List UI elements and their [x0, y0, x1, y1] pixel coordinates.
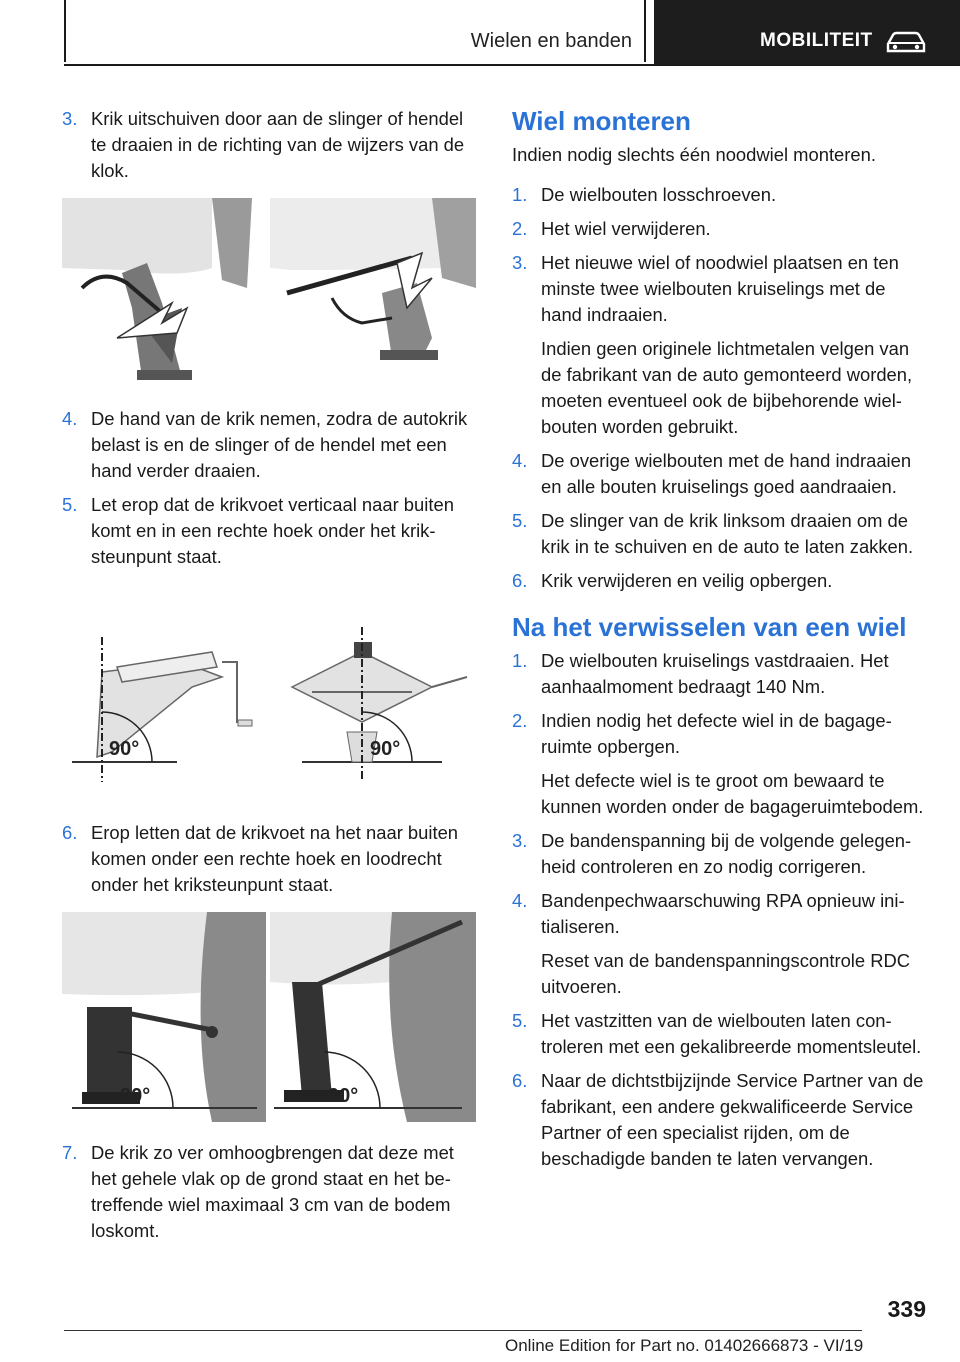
step-text: Krik uitschuiven door aan de slinger of hendel te draaien in de richting van de wijzers van de klok.	[91, 108, 465, 181]
right-column	[512, 106, 930, 1180]
step-text: Het wiel verwijderen.	[541, 218, 711, 239]
step-item	[62, 820, 480, 898]
step-text: De krik zo ver omhoogbrengen dat deze met het gehele vlak op de grond staat en het betreffende wiel maximaal 3 cm van de bodem loskomt.	[91, 1142, 454, 1241]
angle-label: 90°	[109, 738, 140, 760]
step-item	[62, 406, 480, 484]
step-number: 4.	[62, 408, 78, 429]
step-number: 1.	[512, 650, 528, 671]
step-item	[512, 216, 930, 242]
step-text: De wielbouten kruiselings vastdraaien. Het aanhaalmoment bedraagt 140 Nm.	[541, 650, 889, 697]
angle-label: 90°	[328, 1085, 359, 1107]
step-item	[512, 250, 930, 328]
step-number: 3.	[62, 108, 78, 129]
jack-right-angle-diagram	[62, 622, 476, 802]
step-number: 5.	[512, 1010, 528, 1031]
step-number: 6.	[512, 570, 528, 591]
step-text: De bandenspanning bij de volgende gelegenheid controleren en zo nodig corrigeren.	[541, 830, 912, 877]
heading-na-verwisselen: Na het verwisselen van een wiel	[512, 612, 907, 642]
left-column	[62, 106, 480, 1252]
jack-under-car-illustration	[62, 912, 476, 1122]
step-number: 3.	[512, 252, 528, 273]
step-number: 1.	[512, 184, 528, 205]
step-item	[512, 448, 930, 500]
step-text: Let erop dat de krikvoet verticaal naar buiten komt en in een rechte hoek onder het kriksteunpunt staat.	[91, 494, 454, 567]
step-number: 5.	[62, 494, 78, 515]
header-chapter-title: MOBILITEIT	[760, 30, 873, 51]
step-text: De overige wielbouten met de hand indraaien en alle bouten kruiselings goed aandraaien.	[541, 450, 912, 497]
step-item	[512, 568, 930, 594]
step-number: 6.	[62, 822, 78, 843]
footer-edition: Online Edition for Part no. 01402666873 - VI/19	[505, 1336, 864, 1355]
step-number: 6.	[512, 1070, 528, 1091]
step-text: Het nieuwe wiel of noodwiel plaatsen en ten minste twee wielbouten kruiselings met de hand indraaien.	[541, 252, 899, 325]
step-item	[512, 648, 930, 700]
step-item	[62, 1140, 480, 1244]
angle-label: 90°	[370, 738, 401, 760]
step-item	[512, 1008, 930, 1060]
page-number: 339	[887, 1296, 926, 1322]
step-number: 7.	[62, 1142, 78, 1163]
jack-extension-illustration	[62, 198, 476, 388]
step-text: Erop letten dat de krikvoet na het naar buiten komen onder een rechte hoek en loodrecht onder het kriksteunpunt staat.	[91, 822, 459, 895]
step-text: Naar de dichtstbijzijnde Service Partner van de fabrikant, een andere gekwalificeerde Service Partner of een specialist rijden, om de beschadigde banden te laten vervangen.	[541, 1070, 924, 1169]
header-section-title: Wielen en banden	[470, 30, 632, 52]
heading-wiel-monteren: Wiel monteren	[512, 106, 691, 136]
footer-rule	[64, 1330, 862, 1331]
step-text: Bandenpechwaarschuwing RPA opnieuw initialiseren.	[541, 890, 905, 937]
step-item	[62, 492, 480, 570]
step-note: Indien geen originele lichtmetalen velgen van de fabrikant van de auto gemonteerd worden, moeten eventueel ook de bijbehorende wielbouten worden gebruikt.	[541, 338, 913, 437]
step-item	[512, 888, 930, 940]
step-item	[512, 182, 930, 208]
header-section-box	[64, 0, 646, 62]
angle-label: 90°	[120, 1085, 151, 1107]
header-rule	[64, 64, 960, 66]
step-number: 2.	[512, 710, 528, 731]
step-item	[512, 508, 930, 560]
step-item	[512, 708, 930, 760]
header-chapter-box	[654, 0, 960, 64]
step-number: 3.	[512, 830, 528, 851]
step-item	[512, 1068, 930, 1172]
step-number: 2.	[512, 218, 528, 239]
step-text: Krik verwijderen en veilig opbergen.	[541, 570, 833, 591]
step-item	[62, 106, 480, 184]
car-icon	[884, 30, 928, 54]
step-number: 5.	[512, 510, 528, 531]
step-text: De hand van de krik nemen, zodra de autokrik belast is en de slinger of de hendel met een hand verder draaien.	[91, 408, 468, 481]
step-text: Indien nodig het defecte wiel in de bagageruimte opbergen.	[541, 710, 892, 757]
intro-text: Indien nodig slechts één noodwiel monteren.	[512, 144, 876, 165]
step-item	[512, 828, 930, 880]
step-text: De wielbouten losschroeven.	[541, 184, 777, 205]
step-number: 4.	[512, 890, 528, 911]
step-note: Het defecte wiel is te groot om bewaard te kunnen worden onder de bagageruimtebodem.	[541, 770, 924, 817]
step-text: De slinger van de krik linksom draaien om de krik in te schuiven en de auto te laten zakken.	[541, 510, 914, 557]
step-number: 4.	[512, 450, 528, 471]
step-note: Reset van de bandenspanningscontrole RDC uitvoeren.	[541, 950, 911, 997]
step-text: Het vastzitten van de wielbouten laten controleren met een gekalibreerde momentsleutel.	[541, 1010, 922, 1057]
